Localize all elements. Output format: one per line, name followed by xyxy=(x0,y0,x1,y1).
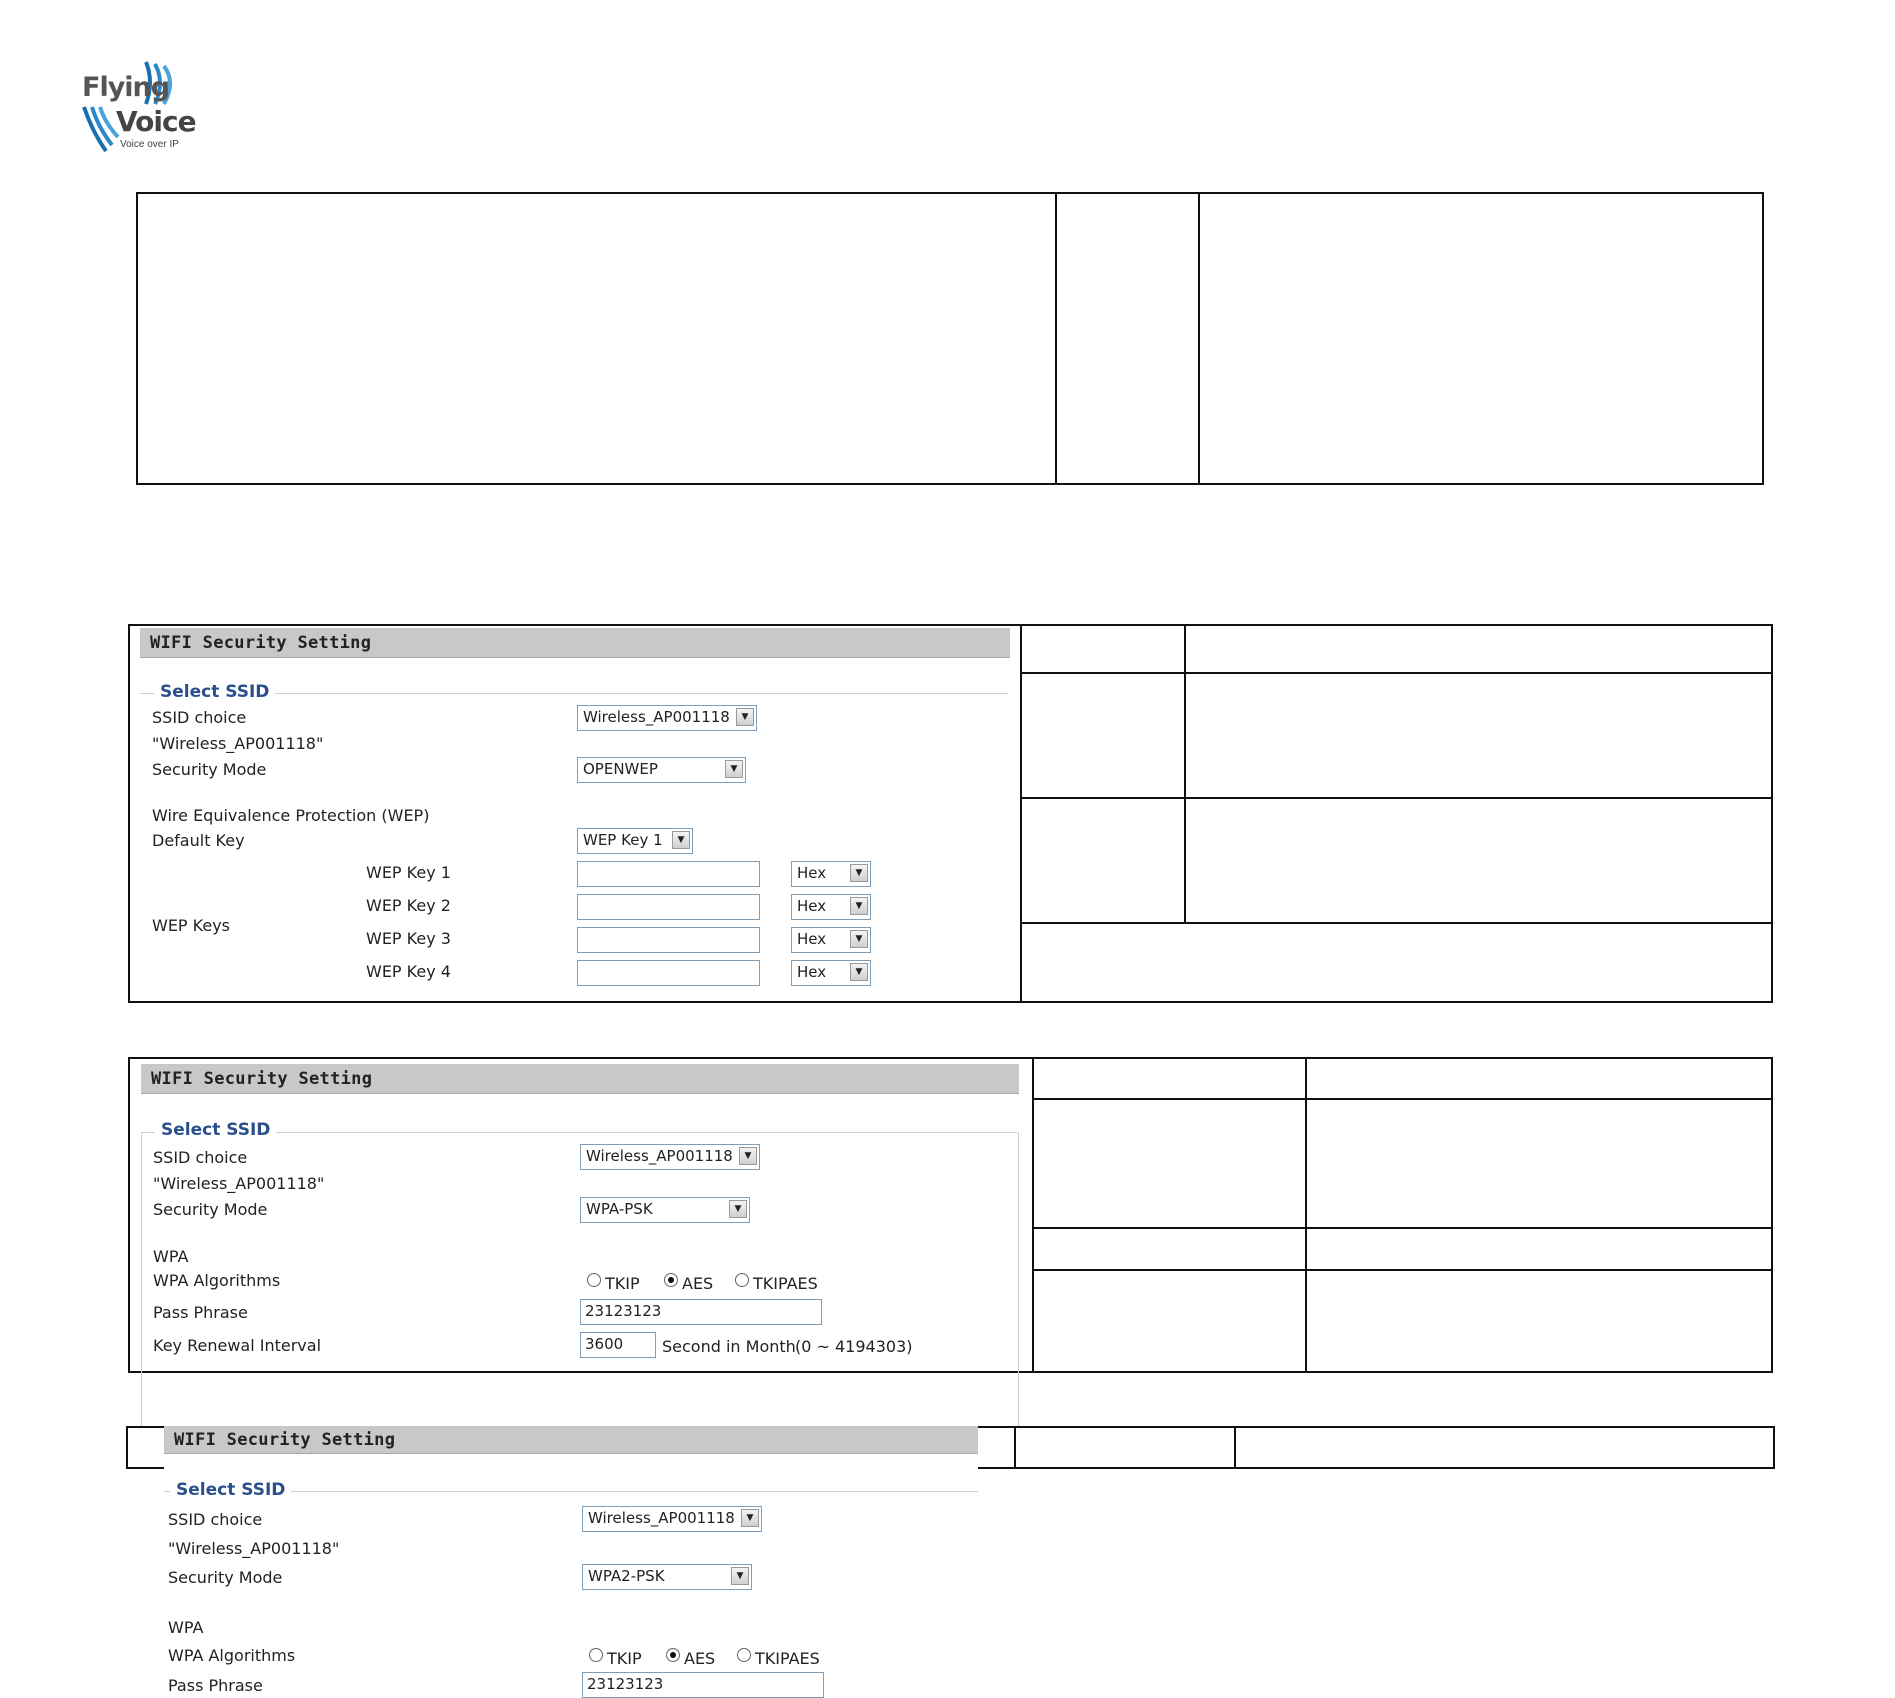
wep-key-format-select[interactable] xyxy=(791,927,871,953)
panel-header: WIFI Security Setting xyxy=(140,628,1010,658)
chevron-down-icon: ▼ xyxy=(850,864,868,882)
radio-label: TKIP xyxy=(607,1649,642,1668)
wep-key-label: WEP Key 3 xyxy=(366,929,451,948)
wifi-security-panel xyxy=(138,628,1012,998)
pass-phrase-label: Pass Phrase xyxy=(168,1676,263,1695)
security-mode-select[interactable] xyxy=(580,1197,750,1223)
ssid-choice-label: SSID choice xyxy=(152,708,247,727)
pass-phrase-input[interactable]: 23123123 xyxy=(582,1672,824,1698)
table-cell xyxy=(1020,797,1186,924)
default-key-label: Default Key xyxy=(152,831,245,850)
select-value: WEP Key 1 xyxy=(583,831,663,849)
security-mode-label: Security Mode xyxy=(152,760,267,779)
select-value: Wireless_AP001118 xyxy=(583,708,730,726)
select-value: Hex xyxy=(797,864,827,882)
renewal-unit-label: Second in Month xyxy=(662,1337,796,1356)
ssid-quoted-label: "Wireless_AP001118" xyxy=(168,1539,340,1558)
security-mode-select[interactable] xyxy=(582,1564,752,1590)
table-cell xyxy=(1184,624,1773,674)
wpa-algorithms-label: WPA Algorithms xyxy=(153,1271,281,1290)
wep-key-label: WEP Key 4 xyxy=(366,962,451,981)
radio-tkip[interactable] xyxy=(587,1273,601,1287)
default-key-select[interactable] xyxy=(577,828,693,854)
key-renewal-input[interactable]: 3600 xyxy=(580,1332,656,1358)
wep-key-label: WEP Key 2 xyxy=(366,896,451,915)
fieldset-legend: Select SSID xyxy=(155,1120,276,1140)
wep-key-input[interactable] xyxy=(577,960,760,986)
chevron-down-icon: ▼ xyxy=(850,930,868,948)
table-cell xyxy=(1234,1426,1775,1469)
panel-header: WIFI Security Setting xyxy=(164,1426,978,1454)
chevron-down-icon: ▼ xyxy=(731,1567,749,1585)
radio-label: TKIPAES xyxy=(753,1274,818,1293)
select-value: WPA-PSK xyxy=(586,1200,653,1218)
fieldset-legend: Select SSID xyxy=(170,1480,291,1500)
radio-aes[interactable] xyxy=(664,1273,678,1287)
select-value: OPENWEP xyxy=(583,760,658,778)
wifi-security-panel xyxy=(139,1062,1021,1364)
wep-section-label: Wire Equivalence Protection (WEP) xyxy=(152,806,430,825)
chevron-down-icon: ▼ xyxy=(850,897,868,915)
security-mode-label: Security Mode xyxy=(153,1200,268,1219)
radio-label: AES xyxy=(684,1649,716,1668)
table-cell xyxy=(1305,1098,1773,1229)
radio-tkipaes[interactable] xyxy=(735,1273,749,1287)
security-mode-select[interactable] xyxy=(577,757,746,783)
wep-key-input[interactable] xyxy=(577,861,760,887)
panel-header: WIFI Security Setting xyxy=(141,1064,1019,1094)
radio-tkip[interactable] xyxy=(589,1648,603,1662)
radio-label: AES xyxy=(682,1274,714,1293)
ssid-choice-select[interactable] xyxy=(580,1144,760,1170)
radio-label: TKIP xyxy=(605,1274,640,1293)
table-cell xyxy=(1020,922,1773,1003)
renewal-range-label: (0 ~ 4194303) xyxy=(795,1337,913,1356)
logo-text-flying: Flying xyxy=(82,72,170,103)
key-renewal-label: Key Renewal Interval xyxy=(153,1336,322,1355)
chevron-down-icon: ▼ xyxy=(672,831,690,849)
signal-waves-icon xyxy=(80,105,120,153)
select-value: Hex xyxy=(797,930,827,948)
table-cell xyxy=(1032,1227,1307,1271)
radio-label: TKIPAES xyxy=(755,1649,820,1668)
ssid-choice-label: SSID choice xyxy=(168,1510,263,1529)
table-cell xyxy=(1305,1269,1773,1373)
select-value: WPA2-PSK xyxy=(588,1567,665,1585)
logo-text-voice: Voice xyxy=(116,105,196,138)
wpa-section-label: WPA xyxy=(168,1618,204,1637)
chevron-down-icon: ▼ xyxy=(729,1200,747,1218)
table-cell xyxy=(1020,624,1186,674)
table-cell xyxy=(1032,1269,1307,1373)
fieldset-legend: Select SSID xyxy=(154,682,275,702)
wep-keys-label: WEP Keys xyxy=(152,916,231,935)
ssid-choice-label: SSID choice xyxy=(153,1148,248,1167)
wep-key-format-select[interactable] xyxy=(791,894,871,920)
select-value: Hex xyxy=(797,897,827,915)
chevron-down-icon: ▼ xyxy=(741,1509,759,1527)
table-cell xyxy=(1032,1098,1307,1229)
wep-key-format-select[interactable] xyxy=(791,960,871,986)
table-cell xyxy=(1014,1426,1236,1469)
table-cell xyxy=(1184,672,1773,799)
table-cell xyxy=(1020,672,1186,799)
wep-key-label: WEP Key 1 xyxy=(366,863,451,882)
table-cell xyxy=(1198,192,1764,485)
ssid-choice-select[interactable] xyxy=(577,705,757,731)
company-logo xyxy=(80,60,195,155)
ssid-choice-select[interactable] xyxy=(582,1506,762,1532)
pass-phrase-input[interactable]: 23123123 xyxy=(580,1299,822,1325)
ssid-quoted-label: "Wireless_AP001118" xyxy=(153,1174,325,1193)
select-value: Hex xyxy=(797,963,827,981)
wep-key-format-select[interactable] xyxy=(791,861,871,887)
table-cell xyxy=(1305,1227,1773,1271)
chevron-down-icon: ▼ xyxy=(739,1147,757,1165)
wep-key-input[interactable] xyxy=(577,927,760,953)
pass-phrase-label: Pass Phrase xyxy=(153,1303,248,1322)
table-cell xyxy=(1305,1057,1773,1100)
wpa-section-label: WPA xyxy=(153,1247,189,1266)
table-cell xyxy=(1184,797,1773,924)
chevron-down-icon: ▼ xyxy=(725,760,743,778)
radio-aes[interactable] xyxy=(666,1648,680,1662)
table-cell xyxy=(1032,1057,1307,1100)
chevron-down-icon: ▼ xyxy=(736,708,754,726)
select-value: Wireless_AP001118 xyxy=(588,1509,735,1527)
radio-tkipaes[interactable] xyxy=(737,1648,751,1662)
wep-key-input[interactable] xyxy=(577,894,760,920)
logo-tagline: Voice over IP xyxy=(120,139,179,150)
chevron-down-icon: ▼ xyxy=(850,963,868,981)
wifi-security-panel xyxy=(164,1426,978,1695)
select-value: Wireless_AP001118 xyxy=(586,1147,733,1165)
wpa-algorithms-label: WPA Algorithms xyxy=(168,1646,296,1665)
ssid-quoted-label: "Wireless_AP001118" xyxy=(152,734,324,753)
table-cell xyxy=(1055,192,1200,485)
table-cell xyxy=(136,192,1057,485)
security-mode-label: Security Mode xyxy=(168,1568,283,1587)
